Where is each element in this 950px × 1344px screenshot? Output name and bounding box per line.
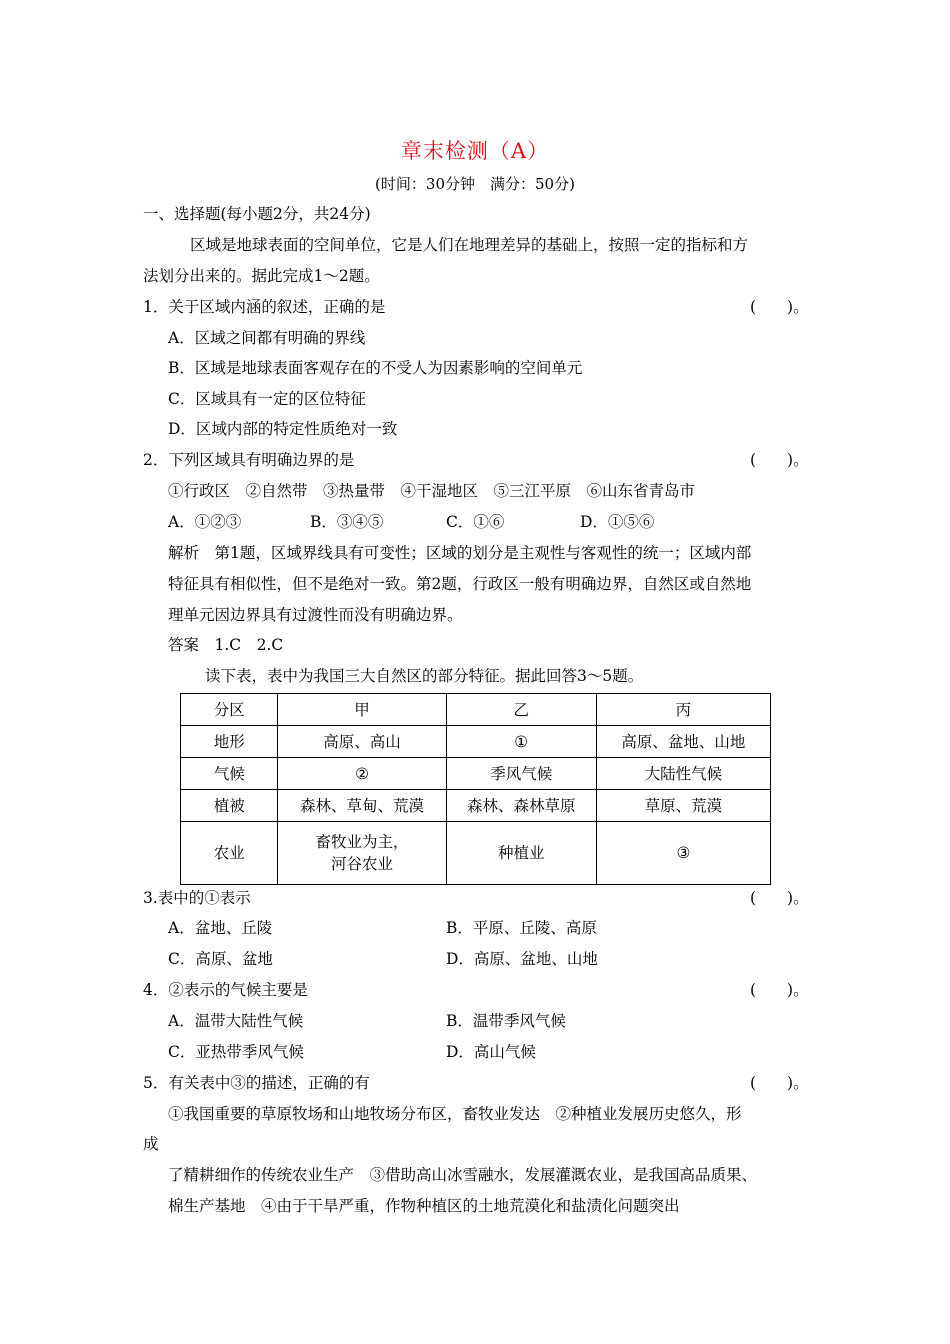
table-cell (278, 822, 446, 885)
question-5-statement: 棉生产基地 ④由于干旱严重，作物种植区的土地荒漠化和盐渍化问题突出 (168, 1197, 680, 1215)
table-cell: 地形 (181, 726, 278, 758)
option-c: C．①⑥ (446, 513, 505, 531)
question-5-stem: 5．有关表中③的描述，正确的有 (143, 1074, 370, 1092)
table-cell: 森林、森林草原 (446, 790, 596, 822)
option-c: C．区域具有一定的区位特征 (168, 390, 366, 408)
intro-line: 区域是地球表面的空间单位，它是人们在地理差异的基础上，按照一定的指标和方 (190, 236, 749, 254)
table-header-cell: 乙 (446, 694, 596, 726)
table-cell: 植被 (181, 790, 278, 822)
question-2-items: ①行政区 ②自然带 ③热量带 ④干湿地区 ⑤三江平原 ⑥山东省青岛市 (168, 482, 696, 500)
analysis-line: 特征具有相似性，但不是绝对一致。第2题，行政区一般有明确边界，自然区或自然地 (168, 575, 752, 593)
question-2-stem: 2．下列区域具有明确边界的是 (143, 451, 355, 469)
option-b: B．区域是地球表面客观存在的不受人为因素影响的空间单元 (168, 359, 583, 377)
section-heading: 一、选择题(每小题2分，共24分) (143, 205, 371, 223)
option-d: D．高山气候 (446, 1043, 536, 1061)
option-c: C．高原、盆地 (168, 950, 273, 968)
table-row (181, 726, 771, 758)
exam-info: (时间：30分钟 满分：50分) (375, 175, 575, 193)
table-cell: 气候 (181, 758, 278, 790)
option-b: B．温带季风气候 (446, 1012, 566, 1030)
question-4-stem: 4．②表示的气候主要是 (143, 981, 308, 999)
table-intro: 读下表，表中为我国三大自然区的部分特征。据此回答3～5题。 (205, 667, 644, 685)
table-row (181, 790, 771, 822)
option-a: A．温带大陆性气候 (168, 1012, 304, 1030)
question-3-stem: 3.表中的①表示 (143, 889, 251, 907)
option-d: D．①⑤⑥ (580, 513, 655, 531)
question-1-stem: 1．关于区域内涵的叙述，正确的是 (143, 298, 386, 316)
option-a: A．区域之间都有明确的界线 (168, 329, 366, 347)
table-cell: 草原、荒漠 (596, 790, 770, 822)
table-row (181, 758, 771, 790)
question-5-statement: 成 (143, 1135, 159, 1153)
table-header-cell: 丙 (596, 694, 770, 726)
table-cell: ② (278, 758, 446, 790)
option-a: A．①②③ (168, 513, 242, 531)
analysis-line: 解析 第1题，区域界线具有可变性；区域的划分是主观性与客观性的统一；区域内部 (168, 544, 752, 562)
option-d: D．高原、盆地、山地 (446, 950, 598, 968)
option-d: D．区域内部的特定性质绝对一致 (168, 420, 398, 438)
table-cell: 种植业 (446, 822, 596, 885)
answer-blank: ( )。 (750, 889, 809, 907)
question-5-statement: 了精耕细作的传统农业生产 ③借助高山冰雪融水，发展灌溉农业，是我国高品质果、 (168, 1166, 758, 1184)
option-b: B．③④⑤ (310, 513, 384, 531)
option-c: C．亚热带季风气候 (168, 1043, 304, 1061)
table-header-cell: 甲 (278, 694, 446, 726)
page-title: 章末检测（A） (400, 139, 550, 163)
table-cell: 高原、高山 (278, 726, 446, 758)
option-a: A．盆地、丘陵 (168, 919, 273, 937)
question-5-statement: ①我国重要的草原牧场和山地牧场分布区，畜牧业发达 ②种植业发展历史悠久，形 (168, 1105, 742, 1123)
table-cell: 高原、盆地、山地 (596, 726, 770, 758)
table-cell: 大陆性气候 (596, 758, 770, 790)
natural-regions-table (180, 693, 771, 885)
answer-blank: ( )。 (750, 298, 809, 316)
table-cell: ③ (596, 822, 770, 885)
option-b: B．平原、丘陵、高原 (446, 919, 597, 937)
answer-blank: ( )。 (750, 451, 809, 469)
intro-line: 法划分出来的。据此完成1～2题。 (143, 267, 380, 285)
table-header-row (181, 694, 771, 726)
answer-key: 答案 1.C 2.C (168, 636, 284, 654)
table-cell: 森林、草甸、荒漠 (278, 790, 446, 822)
table-cell: ① (446, 726, 596, 758)
table-cell: 季风气候 (446, 758, 596, 790)
analysis-line: 理单元因边界具有过渡性而没有明确边界。 (168, 606, 463, 624)
table-cell: 农业 (181, 822, 278, 885)
answer-blank: ( )。 (750, 981, 809, 999)
table-row (181, 822, 771, 885)
table-header-cell: 分区 (181, 694, 278, 726)
table-cell-line: 河谷农业 (331, 855, 394, 873)
answer-blank: ( )。 (750, 1074, 809, 1092)
table-cell-line: 畜牧业为主， (315, 833, 409, 851)
